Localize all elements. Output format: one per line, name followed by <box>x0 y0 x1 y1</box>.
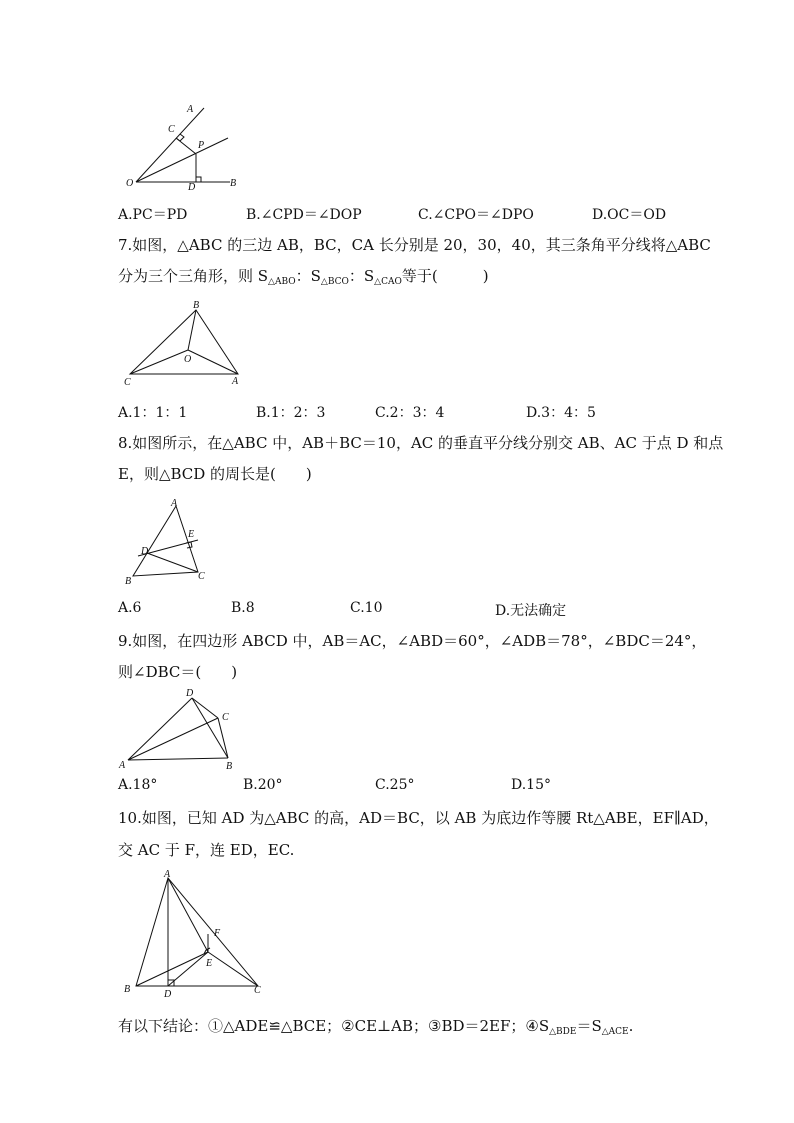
q10-sub-ace: △ACE <box>601 1027 629 1037</box>
q6-option-c: C.∠CPO＝∠DPO <box>418 207 534 223</box>
label-d: D <box>188 182 196 193</box>
ray-oa <box>136 108 204 182</box>
q7-sep1: ：S <box>295 267 321 285</box>
label-a: A <box>119 760 126 771</box>
label-c: C <box>222 712 229 723</box>
q6-option-d: D.OC＝OD <box>592 207 667 223</box>
q10-conclusion-text: 有以下结论：①△ADE≌△BCE；②CE⊥AB；③BD＝2EF；④S <box>118 1017 550 1035</box>
q7-sub-cao: △CAO <box>374 277 402 287</box>
label-b: B <box>230 178 237 189</box>
label-e: E <box>188 529 195 540</box>
q6-option-b: B.∠CPD＝∠DOP <box>246 207 362 223</box>
label-c: C <box>168 124 175 135</box>
q6-figure <box>118 98 258 194</box>
triangle-abc <box>133 506 198 576</box>
label-d: D <box>164 989 172 1000</box>
q8-option-d: D.无法确定 <box>495 603 567 619</box>
label-b: B <box>124 984 131 995</box>
q9-option-b: B.20° <box>243 777 283 793</box>
label-d: D <box>141 546 149 557</box>
q9-figure <box>118 686 248 772</box>
q6-option-a: A.PC＝PD <box>118 207 188 223</box>
q7-line2-end: 等于( ) <box>401 267 489 285</box>
segment-ec <box>208 952 258 986</box>
label-a: A <box>171 498 178 509</box>
q9-option-a: A.18° <box>118 777 158 793</box>
q7-line2-text: 分为三个三角形，则 S <box>118 267 269 285</box>
label-b: B <box>226 761 233 772</box>
segment-ac <box>128 718 218 760</box>
ray-op <box>136 138 228 182</box>
label-d: D <box>186 688 194 699</box>
label-c: C <box>254 985 261 996</box>
q7-option-b: B.1：2：3 <box>256 405 326 421</box>
q9-option-c: C.25° <box>375 777 415 793</box>
q7-sep2: ：S <box>348 267 375 285</box>
segment-co <box>130 350 188 374</box>
q10-line1: 10.如图，已知 AD 为△ABC 的高，AD＝BC，以 AB 为底边作等腰 Rt△ABE，EF∥AD， <box>118 809 719 827</box>
q7-option-a: A.1：1：1 <box>118 405 188 421</box>
segment-ae <box>168 878 208 952</box>
label-c: C <box>198 571 205 582</box>
q8-option-a: A.6 <box>118 600 142 616</box>
label-c: C <box>124 377 131 388</box>
right-angle-d <box>196 177 201 182</box>
q10-figure <box>118 866 278 1002</box>
q8-option-c: C.10 <box>350 600 383 616</box>
q7-sub-abo: △ABO <box>268 277 296 287</box>
label-b: B <box>125 576 132 587</box>
q8-figure <box>118 496 218 588</box>
q9-line2: 则∠DBC＝( ) <box>118 663 238 681</box>
q10-eq: ＝S <box>576 1017 602 1035</box>
label-p: P <box>198 140 205 151</box>
q7-sub-bco: △BCO <box>320 277 349 287</box>
q10-sub-bde: △BDE <box>549 1027 577 1037</box>
label-o: O <box>126 178 134 189</box>
label-b: B <box>193 300 200 311</box>
segment-ad <box>128 698 192 760</box>
q10-line2: 交 AC 于 F，连 ED，EC. <box>118 841 295 859</box>
q7-option-d: D.3：4：5 <box>526 405 596 421</box>
label-a: A <box>164 869 171 880</box>
q8-line1: 8.如图所示，在△ABC 中，AB＋BC＝10，AC 的垂直平分线分别交 AB、AC 于点 D 和点 <box>118 434 724 452</box>
q9-option-d: D.15° <box>511 777 551 793</box>
q9-line1: 9.如图，在四边形 ABCD 中，AB＝AC，∠ABD＝60°，∠ADB＝78°，∠BDC＝24°， <box>118 632 707 650</box>
q7-line1: 7.如图，△ABC 的三边 AB，BC，CA 长分别是 20，30，40，其三条角平分线将△ABC <box>118 236 711 254</box>
q8-option-b: B.8 <box>231 600 255 616</box>
q10-dot: . <box>628 1017 634 1035</box>
q8-line2: E，则△BCD 的周长是( ) <box>118 465 312 483</box>
segment-dc <box>192 698 218 718</box>
q7-line2 <box>118 266 489 292</box>
label-a: A <box>232 376 239 387</box>
q7-option-c: C.2：3：4 <box>375 405 445 421</box>
q7-figure <box>118 298 253 390</box>
segment-ab <box>128 758 228 760</box>
label-o: O <box>184 354 192 365</box>
segment-dc <box>147 553 198 572</box>
q10-conclusions <box>118 1016 633 1042</box>
label-e: E <box>206 958 213 969</box>
segment-cb <box>218 718 228 758</box>
segment-be <box>136 952 208 986</box>
label-f: F <box>214 928 221 939</box>
label-a: A <box>187 104 194 115</box>
